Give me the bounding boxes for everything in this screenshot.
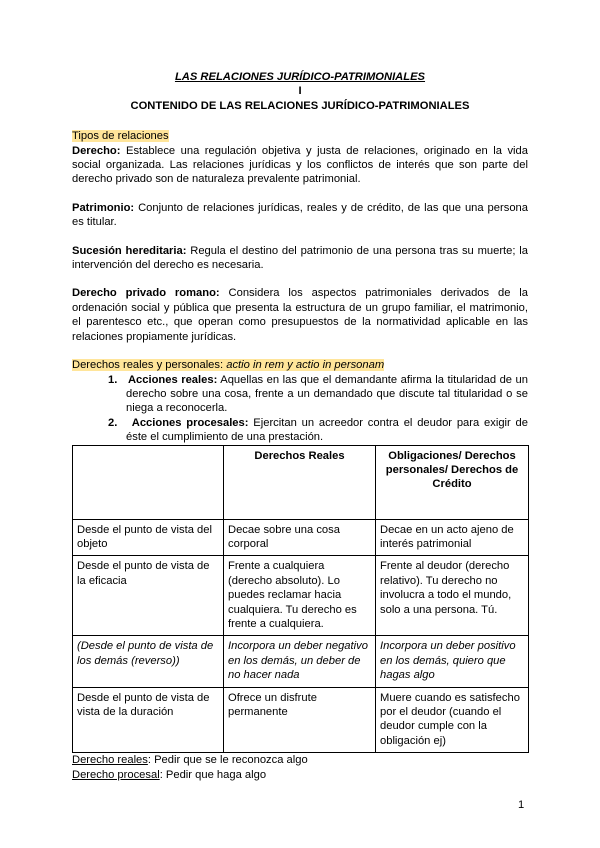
table-cell: Frente al deudor (derecho relativo). Tu derecho no involucra a todo el mundo, solo a una persona. Tú. bbox=[376, 556, 529, 636]
table-header-cell: Obligaciones/ Derechos personales/ Derechos de Crédito bbox=[376, 445, 529, 519]
definition-derecho-privado-romano bbox=[72, 286, 528, 344]
table-cell: Decae sobre una cosa corporal bbox=[224, 519, 376, 556]
definition-term: Patrimonio: bbox=[72, 201, 135, 214]
accion-text: Ejercitan un acreedor contra el deudor para exigir de éste el cumplimiento de una prestación. bbox=[126, 416, 528, 444]
table-cell: Desde el punto de vista de vista de la duración bbox=[73, 687, 224, 753]
definition-term: Sucesión hereditaria: bbox=[72, 244, 187, 257]
table-header-cell: Derechos Reales bbox=[224, 445, 376, 519]
table-row bbox=[73, 556, 529, 636]
page-number: 1 bbox=[518, 799, 525, 811]
definition-sucesion bbox=[72, 244, 528, 273]
footer-line-reales bbox=[72, 753, 528, 767]
chapter-subtitle: CONTENIDO DE LAS RELACIONES JURÍDICO-PATRIMONIALES bbox=[130, 99, 470, 112]
table-row bbox=[73, 519, 529, 556]
list-item: 1. Acciones reales: Aquellas en las que el demandante afirma la titularidad de un derecho sobre una cosa, frente a un demandado que discute tal titularidad o se niega a reconocerla. bbox=[108, 373, 528, 415]
accion-term: Acciones reales: bbox=[127, 373, 218, 386]
table-row bbox=[73, 636, 529, 687]
table-cell: Decae en un acto ajeno de interés patrimonial bbox=[376, 519, 529, 556]
definition-text: Establece una regulación objetiva y justa de relaciones, originado en la vida social organizada. Las relaciones jurídicas y los conflictos de interés que son parte del derecho privado son de naturaleza prevalente patrimonial. bbox=[72, 144, 528, 186]
list-item: 2. Acciones procesales: Ejercitan un acreedor contra el deudor para exigir de éste el cumplimiento de una prestación. bbox=[108, 416, 528, 444]
footer-text: : Pedir que se le reconozca algo bbox=[147, 754, 308, 767]
comparison-table bbox=[72, 445, 529, 754]
footer-term: Derecho procesal bbox=[72, 768, 160, 781]
definition-term: Derecho: bbox=[72, 144, 121, 157]
table-cell: Frente a cualquiera (derecho absoluto). Lo puedes reclamar hacia cualquiera. Tu derecho es frente a cualquiera. bbox=[224, 556, 376, 636]
definition-text: Considera los aspectos patrimoniales derivados de la ordenación social y pública que presenta la estructura de un grupo familiar, el matrimonio, el parentesco etc., que operan como presupuestos de la normatividad aplicable en las relaciones propiamente jurídicas. bbox=[72, 287, 529, 343]
footer-term: Derecho reales bbox=[72, 754, 148, 767]
table-cell: Incorpora un deber negativo en los demás, un deber de no hacer nada bbox=[224, 636, 376, 687]
document-page bbox=[72, 70, 528, 782]
definition-derecho bbox=[72, 144, 528, 187]
table-row bbox=[73, 687, 529, 753]
derechos-heading-text: Derechos reales y personales: bbox=[72, 359, 224, 372]
table-header-row bbox=[73, 445, 529, 519]
accion-term: Acciones procesales: bbox=[131, 416, 249, 429]
section-heading-tipos bbox=[72, 129, 528, 143]
table-cell: Muere cuando es satisfecho por el deudor (cuando el deudor cumple con la obligación ej) bbox=[376, 687, 529, 753]
derechos-heading-latin: actio in rem y actio in personam bbox=[226, 359, 385, 372]
definition-term: Derecho privado romano: bbox=[72, 287, 220, 300]
definition-text: Conjunto de relaciones jurídicas, reales y de crédito, de las que una persona es titular. bbox=[72, 201, 528, 229]
chapter-number: I bbox=[298, 85, 302, 98]
definition-patrimonio bbox=[72, 201, 528, 230]
table-cell: Incorpora un deber positivo en los demás, quiero que hagas algo bbox=[376, 636, 529, 687]
footer-line-procesal bbox=[72, 768, 528, 782]
acciones-list bbox=[72, 373, 528, 445]
table-cell: (Desde el punto de vista de los demás (reverso)) bbox=[73, 636, 224, 687]
table-cell: Desde el punto de vista de la eficacia bbox=[73, 556, 224, 636]
definition-text: Regula el destino del patrimonio de una persona tras su muerte; la intervención del derecho es necesaria. bbox=[72, 244, 528, 272]
table-cell: Desde el punto de vista del objeto bbox=[73, 519, 224, 556]
tipos-heading-text: Tipos de relaciones bbox=[72, 130, 169, 143]
document-title: LAS RELACIONES JURÍDICO-PATRIMONIALES bbox=[174, 71, 426, 83]
table-header-cell bbox=[73, 445, 224, 519]
table-cell: Ofrece un disfrute permanente bbox=[224, 687, 376, 753]
accion-text: Aquellas en las que el demandante afirma la titularidad de un derecho sobre una cosa, frente a un demandado que discute tal titularidad o se niega a reconocerla. bbox=[126, 373, 528, 415]
footer-text: : Pedir que haga algo bbox=[159, 768, 267, 781]
section-heading-derechos bbox=[72, 358, 528, 372]
